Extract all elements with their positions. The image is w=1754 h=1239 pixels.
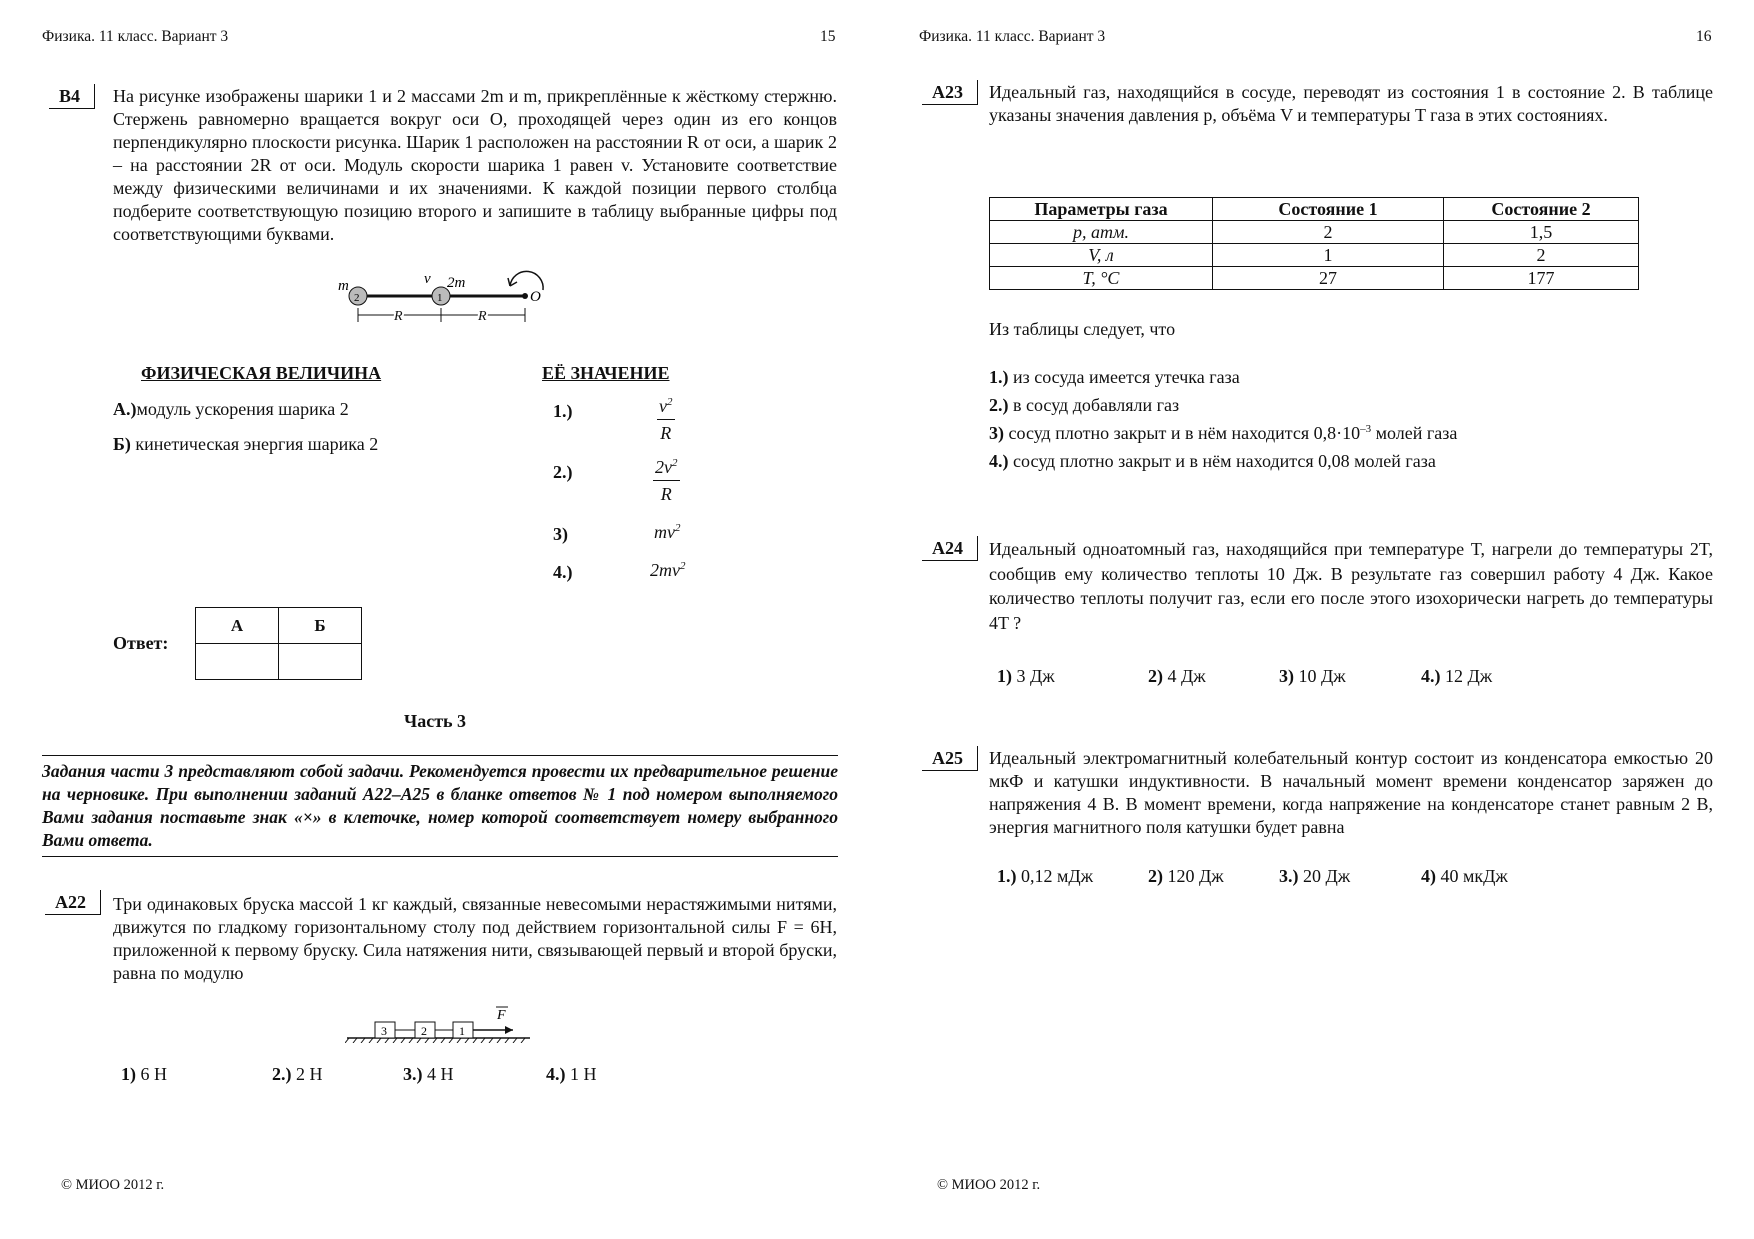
answer-table: [195, 607, 362, 680]
a22-option-1[interactable]: 1) 6 Н: [121, 1064, 167, 1084]
question-label-a25: А25: [922, 746, 978, 771]
answer-cell-a[interactable]: [196, 644, 279, 680]
a23-option-1[interactable]: 1.) из сосуда имеется утечка газа: [989, 367, 1240, 387]
page-number: 16: [1696, 28, 1712, 45]
label-r-1: R: [394, 309, 403, 324]
a23-option-4[interactable]: 4.) сосуд плотно закрыт и в нём находится 0,08 молей газа: [989, 451, 1436, 471]
part-title: Часть 3: [404, 711, 467, 731]
quantity-b: Б) кинетическая энергия шарика 2: [113, 434, 379, 454]
force-label: F: [497, 1008, 506, 1023]
value-key-3: 3): [553, 524, 568, 544]
right-page: [877, 0, 1754, 1239]
column-heading-value: ЕЁ ЗНАЧЕНИЕ: [542, 363, 670, 383]
value-formula-4: $2mv^2$: [650, 560, 686, 580]
a25-option-4[interactable]: 4) 40 мкДж: [1421, 866, 1508, 886]
a24-option-3[interactable]: 3) 10 Дж: [1279, 666, 1346, 686]
value-formula-3: $mv^2$: [654, 522, 681, 542]
page-footer: © МИОО 2012 г.: [937, 1177, 1041, 1193]
a23-option-3[interactable]: 3) сосуд плотно закрыт и в нём находится $0,8\cdot 10^{-3}$ молей газа: [989, 423, 1458, 443]
question-text-b4: На рисунке изображены шарики 1 и 2 массами 2m и m, прикреплённые к жёсткому стержню. Стержень равномерно вращается вокруг оси O, проходящей через один из его концов перпендикулярно плоскости рисунка. Шарик 1 расположен на расстоянии R от оси, а шарик 2 – на расстоянии 2R от оси. Модуль скорости шарика 1 равен v. Установите соответствие между физическими величинами и их значениями. К каждой позиции первого столбца подберите соответствующую позицию второго и запишите в таблицу выбранные цифры под соответствующими буквами.: [113, 86, 837, 244]
axis-point: [522, 293, 528, 299]
rotation-arrow: [510, 271, 543, 290]
label-m: m: [338, 278, 349, 294]
a22-option-3[interactable]: 3.) 4 Н: [403, 1064, 454, 1084]
ball-2-number: 2: [354, 292, 360, 304]
a25-option-1[interactable]: 1.) 0,12 мДж: [997, 866, 1094, 886]
ball-1-number: 1: [437, 292, 443, 304]
a22-option-4[interactable]: 4.) 1 Н: [546, 1064, 597, 1084]
label-2m: 2m: [447, 275, 466, 291]
a24-option-2[interactable]: 2) 4 Дж: [1148, 666, 1206, 686]
table-header-state2: Состояние 2: [1444, 198, 1639, 221]
value-key-4: 4.): [553, 562, 573, 582]
table-row: T, °С 27 177: [990, 267, 1639, 290]
question-text-a24: Идеальный одноатомный газ, находящийся при температуре T, нагрели до температуры 2T, сообщив ему количество теплоты 10 Дж. В результате газ совершил работу 4 Дж. Какое количество теплоты получит газ, если его после этого изохорически нагреть до температуры 4T ?: [989, 539, 1713, 633]
a24-option-4[interactable]: 4.) 12 Дж: [1421, 666, 1493, 686]
blocks-diagram: [345, 1003, 535, 1043]
rod-diagram: [330, 268, 550, 328]
a23-lead: Из таблицы следует, что: [989, 319, 1176, 339]
page-footer: © МИОО 2012 г.: [61, 1177, 165, 1193]
label-o: O: [530, 289, 541, 305]
block-2-label: 2: [421, 1024, 427, 1038]
gas-parameters-table: [989, 197, 1639, 290]
question-text-a23: Идеальный газ, находящийся в сосуде, переводят из состояния 1 в состояние 2. В таблице указаны значения давления p, объёма V и температуры T газа в этих состояниях.: [989, 82, 1713, 125]
block-3-label: 3: [381, 1024, 387, 1038]
table-header-state1: Состояние 1: [1213, 198, 1444, 221]
a23-option-2[interactable]: 2.) в сосуд добавляли газ: [989, 395, 1180, 415]
a22-option-2[interactable]: 2.) 2 Н: [272, 1064, 323, 1084]
page-number: 15: [820, 28, 836, 45]
table-row: V, л 1 2: [990, 244, 1639, 267]
question-text-a22: Три одинаковых бруска массой 1 кг каждый, связанные невесомыми нерастяжимыми нитями, движутся по гладкому горизонтальному столу под действием горизонтальной силы F = 6Н, приложенной к первому бруску. Сила натяжения нити, связывающей первый и второй бруски, равна по модулю: [113, 894, 837, 983]
page-header: Физика. 11 класс. Вариант 3: [919, 28, 1106, 45]
question-label-a24: А24: [922, 536, 978, 561]
answer-col-a: А: [196, 608, 279, 644]
question-label-a23: А23: [922, 80, 978, 105]
question-text-a25: Идеальный электромагнитный колебательный контур состоит из конденсатора емкостью 20 мкФ и катушки индуктивности. В начальный момент времени конденсатор заряжен до напряжения 4 В. В момент времени, когда напряжение на конденсаторе станет равным 2 В, энергия магнитного поля катушки будет равна: [989, 748, 1713, 837]
block-1-label: 1: [459, 1024, 465, 1038]
page-header: Физика. 11 класс. Вариант 3: [42, 28, 229, 45]
force-arrow-head: [505, 1026, 513, 1034]
a25-option-3[interactable]: 3.) 20 Дж: [1279, 866, 1351, 886]
answer-col-b: Б: [279, 608, 362, 644]
part-instructions: Задания части 3 представляют собой задачи. Рекомендуется провести их предварительное решение на черновике. При выполнении заданий А22–А25 в бланке ответов № 1 под номером выполняемого Вами задания поставьте знак «×» в клеточке, номер которой соответствует номеру выбранного Вами ответа.: [42, 755, 838, 857]
value-formula-1: $\frac{v^2}{R}$: [657, 389, 675, 446]
value-formula-2: $\frac{2v^2}{R}$: [653, 450, 680, 507]
question-label-a22: А22: [45, 890, 101, 915]
answer-label: Ответ:: [113, 633, 169, 653]
table-header-params: Параметры газа: [990, 198, 1213, 221]
quantity-a: А.)модуль ускорения шарика 2: [113, 399, 349, 419]
label-r-2: R: [478, 309, 487, 324]
a24-option-1[interactable]: 1) 3 Дж: [997, 666, 1055, 686]
question-label-b4: B4: [49, 84, 95, 109]
table-row: p, атм. 2 1,5: [990, 221, 1639, 244]
value-key-2: 2.): [553, 462, 573, 482]
label-v: v: [424, 271, 431, 287]
a25-option-2[interactable]: 2) 120 Дж: [1148, 866, 1224, 886]
answer-cell-b[interactable]: [279, 644, 362, 680]
column-heading-quantity: ФИЗИЧЕСКАЯ ВЕЛИЧИНА: [141, 363, 382, 383]
value-key-1: 1.): [553, 401, 573, 421]
